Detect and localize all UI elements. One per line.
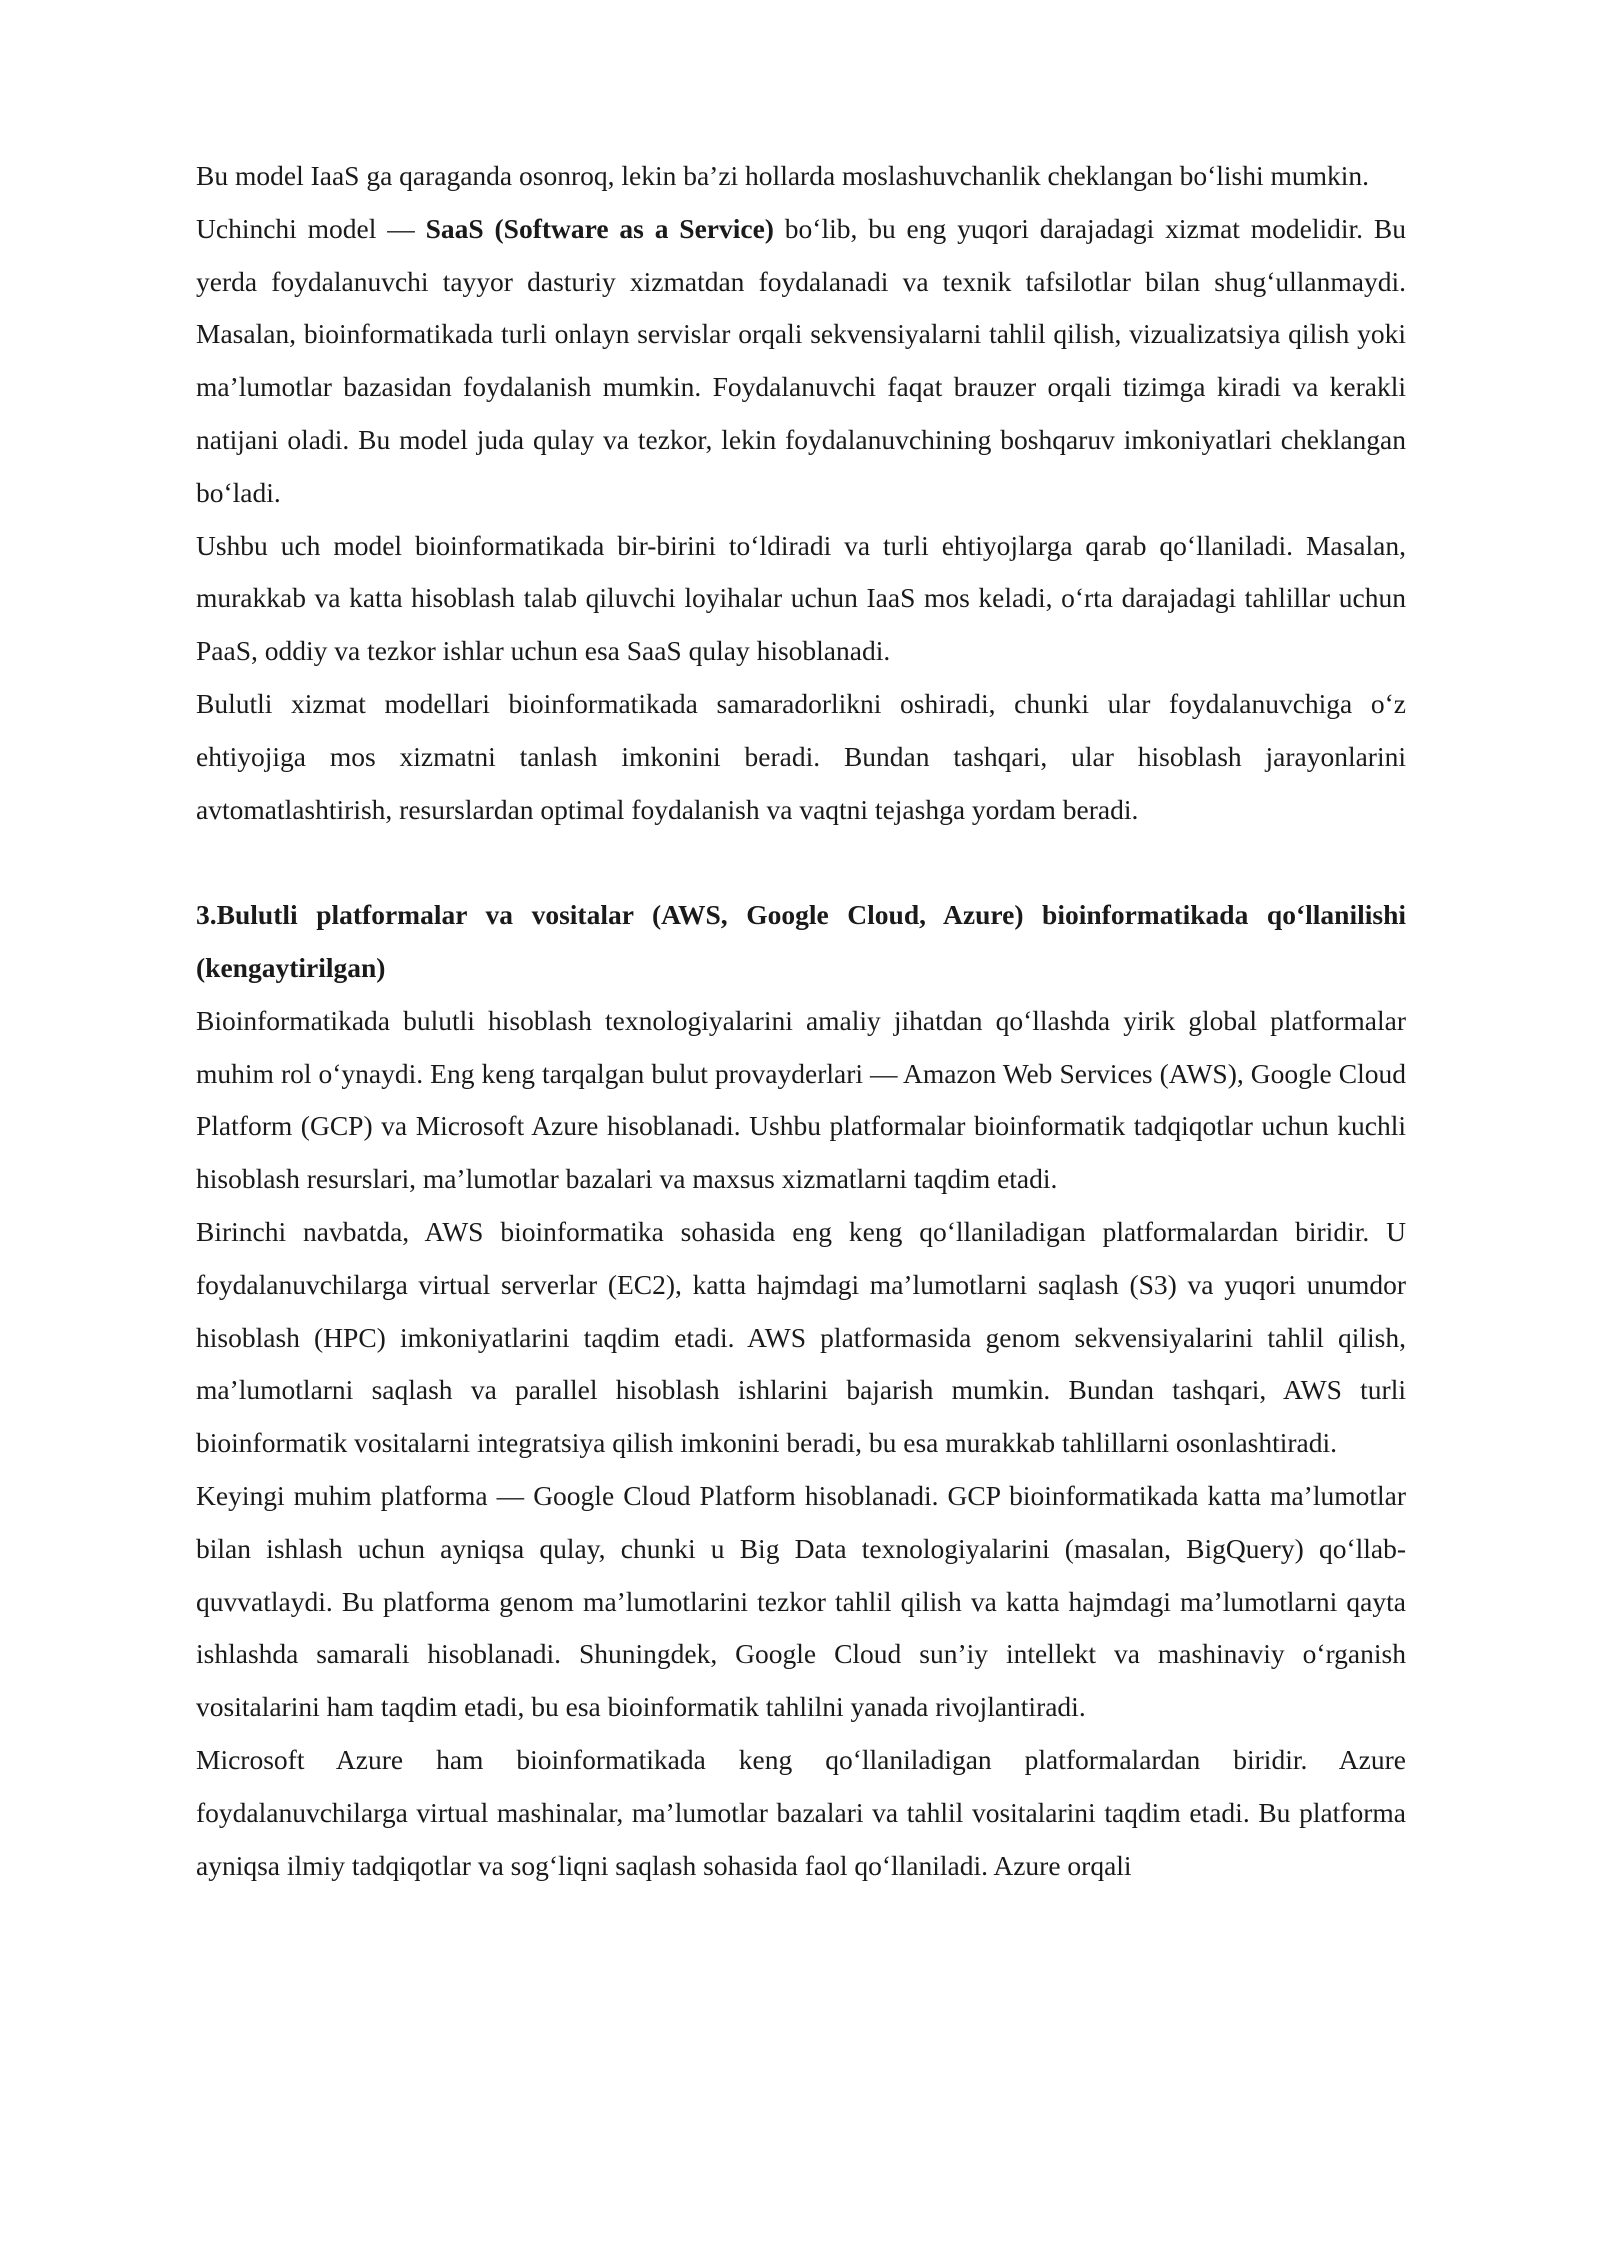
paragraph-aws: Birinchi navbatda, AWS bioinformatika sohasida eng keng qo‘llaniladigan platformalardan biridir. U foydalanuvchilarga virtual serverlar (EC2), katta hajmdagi ma’lumotlarni saqlash (S3) va yuqori unumdor hisoblash (HPC) imkoniyatlarini taqdim etadi. AWS platformasida genom sekvensiyalarini tahlil qilish, ma’lumotlarni saqlash va parallel hisoblash ishlarini bajarish mumkin. Bundan tashqari, AWS turli bioinformatik vositalarni integratsiya qilish imkonini beradi, bu esa murakkab tahlillarni osonlashtiradi. <box>196 1215 1406 1459</box>
paragraph-azure: Microsoft Azure ham bioinformatikada keng qo‘llaniladigan platformalardan biridir. Azure foydalanuvchilarga virtual mashinalar, ma’lumotlar bazalari va tahlil vositalarini taqdim etadi. Bu platforma ayniqsa ilmiy tadqiqotlar va sog‘liqni saqlash sohasida faol qo‘llaniladi. Azure orqali <box>196 1743 1406 1881</box>
saas-description-text: bo‘lib, bu eng yuqori darajadagi xizmat modelidir. Bu yerda foydalanuvchi tayyor dasturiy xizmatdan foydalanadi va texnik tafsilotlar bilan shug‘ullanmaydi. Masalan, bioinformatikada turli onlayn servislar orqali sekvensiyalarni tahlil qilish, vizualizatsiya qilish yoki ma’lumotlar bazasidan foydalanish mumkin. Foydalanuvchi faqat brauzer orqali tizimga kiradi va kerakli natijani oladi. Bu model juda qulay va tezkor, lekin foydalanuvchining boshqaruv imkoniyatlari cheklangan bo‘ladi. <box>196 212 1406 508</box>
paragraph-saas-model <box>196 203 1406 520</box>
paragraph-paas-limitations: Bu model IaaS ga qaraganda osonroq, lekin ba’zi hollarda moslashuvchanlik cheklangan bo‘lishi mumkin. <box>196 160 1370 191</box>
document-page <box>196 150 1406 1892</box>
saas-term: SaaS (Software as a Service) <box>425 212 774 244</box>
paragraph-models-complement: Ushbu uch model bioinformatikada bir-birini to‘ldiradi va turli ehtiyojlarga qarab qo‘llaniladi. Masalan, murakkab va katta hisoblash talab qiluvchi loyihalar uchun IaaS mos keladi, o‘rta darajadagi tahlillar uchun PaaS, oddiy va tezkor ishlar uchun esa SaaS qulay hisoblanadi. <box>196 529 1406 667</box>
paragraph-models-efficiency: Bulutli xizmat modellari bioinformatikada samaradorlikni oshiradi, chunki ular foydalanuvchiga o‘z ehtiyojiga mos xizmatni tanlash imkonini beradi. Bundan tashqari, ular hisoblash jarayonlarini avtomatlashtirish, resurslardan optimal foydalanish va vaqtni tejashga yordam beradi. <box>196 687 1406 825</box>
paragraph-gcp: Keyingi muhim platforma — Google Cloud Platform hisoblanadi. GCP bioinformatikada katta ma’lumotlar bilan ishlash uchun ayniqsa qulay, chunki u Big Data texnologiyalarini (masalan, BigQuery) qo‘llab-quvvatlaydi. Bu platforma genom ma’lumotlarini tezkor tahlil qilish va katta hajmdagi ma’lumotlarni qayta ishlashda samarali hisoblanadi. Shuningdek, Google Cloud sun’iy intellekt va mashinaviy o‘rganish vositalarini ham taqdim etadi, bu esa bioinformatik tahlilni yanada rivojlantiradi. <box>196 1479 1406 1723</box>
saas-intro-text: Uchinchi model — <box>196 212 426 244</box>
section-heading: 3.Bulutli platformalar va vositalar (AWS, Google Cloud, Azure) bioinformatikada qo‘llanilishi (kengaytirilgan) <box>196 899 1406 983</box>
paragraph-platforms-intro: Bioinformatikada bulutli hisoblash texnologiyalarini amaliy jihatdan qo‘llashda yirik global platformalar muhim rol o‘ynaydi. Eng keng tarqalgan bulut provayderlari — Amazon Web Services (AWS), Google Cloud Platform (GCP) va Microsoft Azure hisoblanadi. Ushbu platformalar bioinformatik tadqiqotlar uchun kuchli hisoblash resurslari, ma’lumotlar bazalari va maxsus xizmatlarni taqdim etadi. <box>196 1004 1406 1195</box>
